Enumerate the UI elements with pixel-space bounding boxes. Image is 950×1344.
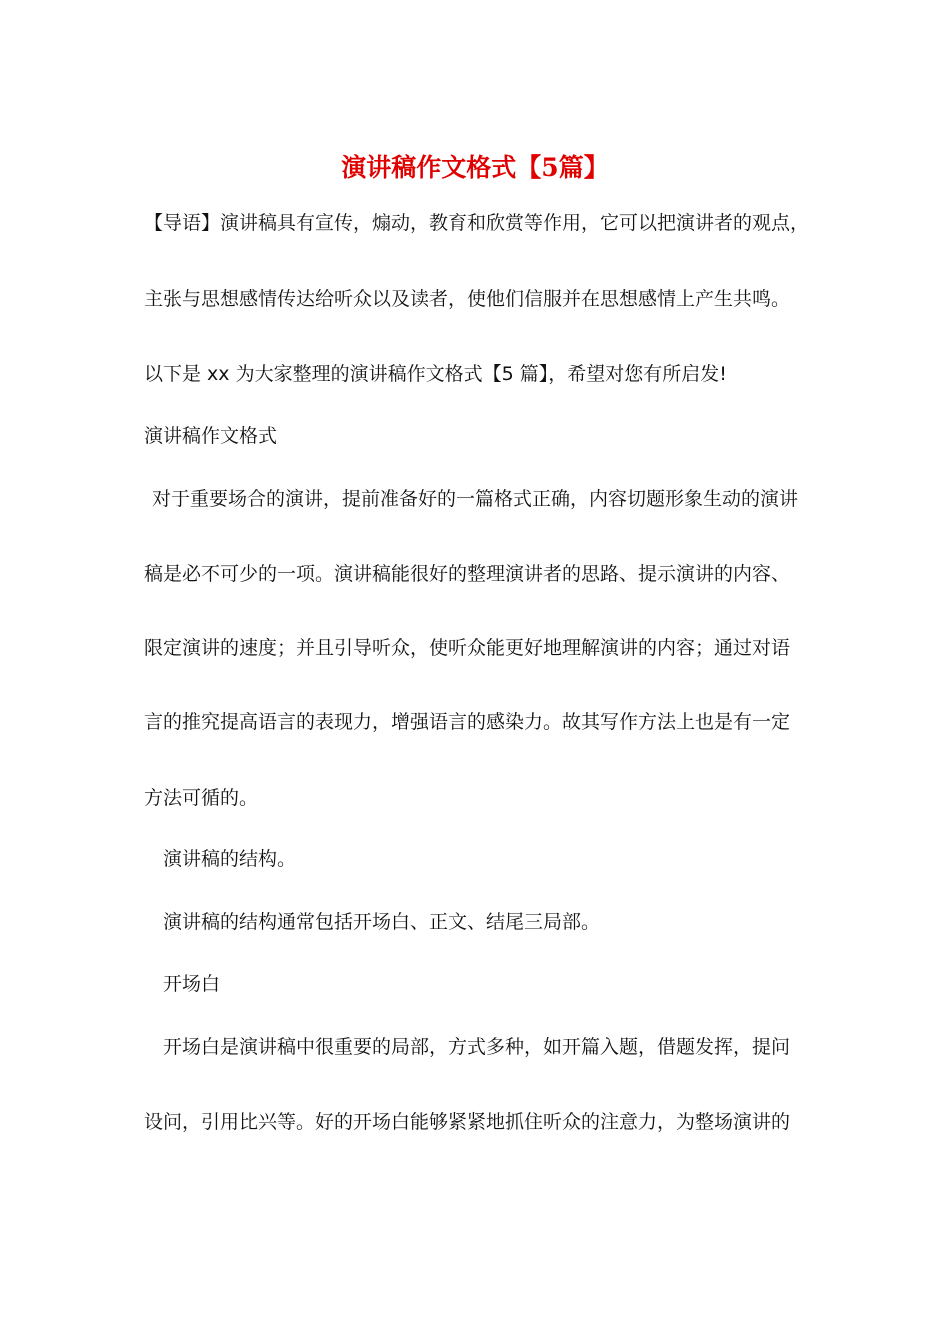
intro-line-3: 以下是 xx 为大家整理的演讲稿作文格式【5 篇】，希望对您有所启发! [144, 363, 727, 385]
paragraph-line-4: 言的推究提高语言的表现力，增强语言的感染力。故其写作方法上也是有一定 [144, 711, 791, 733]
document-title: 演讲稿作文格式【5篇】 [341, 153, 609, 182]
paragraph-line-5: 方法可循的。 [144, 787, 259, 809]
opening-line-1: 开场白是演讲稿中很重要的局部，方式多种，如开篇入题，借题发挥，提问 [163, 1036, 791, 1058]
structure-heading: 演讲稿的结构。 [163, 848, 297, 870]
paragraph-line-3: 限定演讲的速度；并且引导听众，使听众能更好地理解演讲的内容；通过对语 [144, 637, 791, 659]
intro-line-1: 【导语】演讲稿具有宣传，煽动，教育和欣赏等作用，它可以把演讲者的观点， [144, 212, 810, 234]
section-heading: 演讲稿作文格式 [144, 425, 278, 447]
structure-line: 演讲稿的结构通常包括开场白、正文、结尾三局部。 [163, 911, 601, 933]
paragraph-line-1: 对于重要场合的演讲，提前准备好的一篇格式正确，内容切题形象生动的演讲 [152, 488, 799, 510]
opening-line-2: 设问，引用比兴等。好的开场白能够紧紧地抓住听众的注意力，为整场演讲的 [144, 1111, 791, 1133]
intro-line-2: 主张与思想感情传达给听众以及读者，使他们信服并在思想感情上产生共鸣。 [144, 288, 791, 310]
opening-heading: 开场白 [163, 973, 221, 995]
paragraph-line-2: 稿是必不可少的一项。演讲稿能很好的整理演讲者的思路、提示演讲的内容、 [144, 563, 791, 585]
